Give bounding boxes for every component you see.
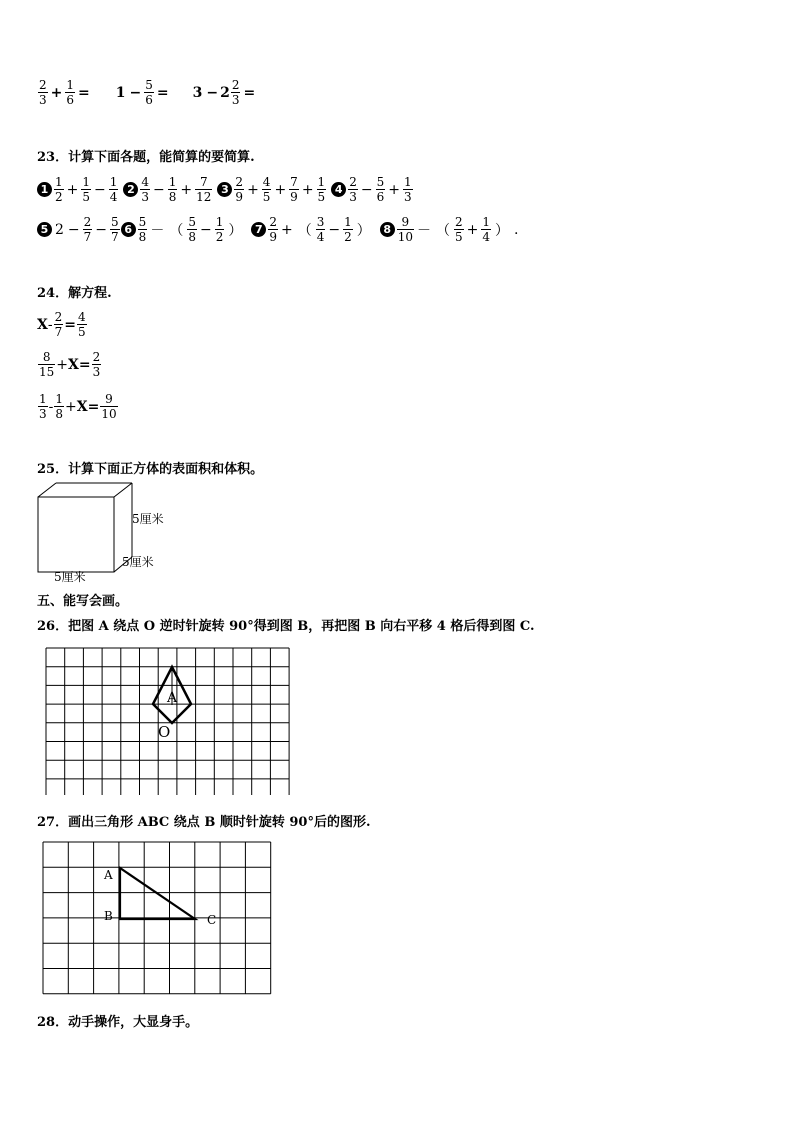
section-5-heading: 五、能写会画。 <box>37 594 129 609</box>
label-a: A <box>104 868 113 882</box>
q24-eq1: X - $\frac{2}{7}$ = $\frac{4}{5}$ <box>37 310 86 339</box>
label-c: C <box>207 913 217 927</box>
q26-title: 26．把图 A 绕点 O 逆时针旋转 90°得到图 B，再把图 B 向右平移 4 格后得到图 C. <box>37 619 535 634</box>
q24-title: 24．解方程. <box>37 286 112 301</box>
cube-width-label: 5厘米 <box>54 570 86 584</box>
q27-grid <box>42 841 276 1001</box>
q23-row1: 1 1 2 + $\frac{1}{5}$ − $\frac{1}{4}$ 2 4 3 − $\frac{1}{8}$ + $\frac{7}{12}$ 3 2 9 + $\frac{4}{5}$ + $\frac{7}{9}$ + $\frac{1}{5}$ 4 2 3 − $\frac{5}{6}$ + $\frac{1}{3}$ <box>37 175 414 204</box>
q26-grid <box>45 647 301 795</box>
fraction: 2 3 <box>39 78 47 107</box>
circled-number: 4 <box>331 182 346 197</box>
fraction: $\frac{2}{3}$ <box>231 78 240 107</box>
circled-number: 8 <box>380 222 395 237</box>
triangle-abc <box>120 868 195 919</box>
circled-number: 2 <box>123 182 138 197</box>
fraction: $\frac{5}{6}$ <box>145 78 153 107</box>
cube-front-face <box>38 497 114 572</box>
cube-depth-label: 5厘米 <box>122 555 154 569</box>
cube-figure <box>30 478 180 588</box>
q28-title: 28．动手操作，大显身手。 <box>37 1015 199 1030</box>
cube-height-label: 5厘米 <box>132 512 164 526</box>
label-a: A <box>167 690 178 706</box>
label-b: B <box>104 909 113 923</box>
circled-number: 5 <box>37 222 52 237</box>
fraction: $\frac{1}{6}$ <box>66 78 75 107</box>
q24-eq2: 8 15 + X = $\frac{2}{3}$ <box>39 350 101 379</box>
q25-title: 25．计算下面正方体的表面积和体积。 <box>37 462 264 477</box>
circled-number: 3 <box>217 182 232 197</box>
q27-title: 27．画出三角形 ABC 绕点 B 顺时针旋转 90°后的图形. <box>37 815 371 830</box>
q23-title: 23．计算下面各题，能简算的要简算. <box>37 150 255 165</box>
circled-number: 1 <box>37 182 52 197</box>
label-o: O <box>158 723 171 741</box>
q24-eq3: 1 3 - 1 8 + X = $\frac{9}{10}$ <box>39 392 117 421</box>
q23-row2: 5 2 − $\frac{2}{7}$ − $\frac{5}{7}$ 6 5 8 － （ 5 8 − $\frac{1}{2}$ ） 7 2 9 + （ 3 4 − $\frac{1}{2}$ ） 8 9 10 － （ 2 5 + $\frac{1}{4}$ ） . <box>37 215 520 244</box>
circled-number: 6 <box>121 222 136 237</box>
top-expr-row: 2 3 + $\frac{1}{6}$ = 1 − $\frac{5}{6}$ = 3 − 2 $\frac{2}{3}$ = <box>39 78 256 107</box>
circled-number: 7 <box>251 222 266 237</box>
